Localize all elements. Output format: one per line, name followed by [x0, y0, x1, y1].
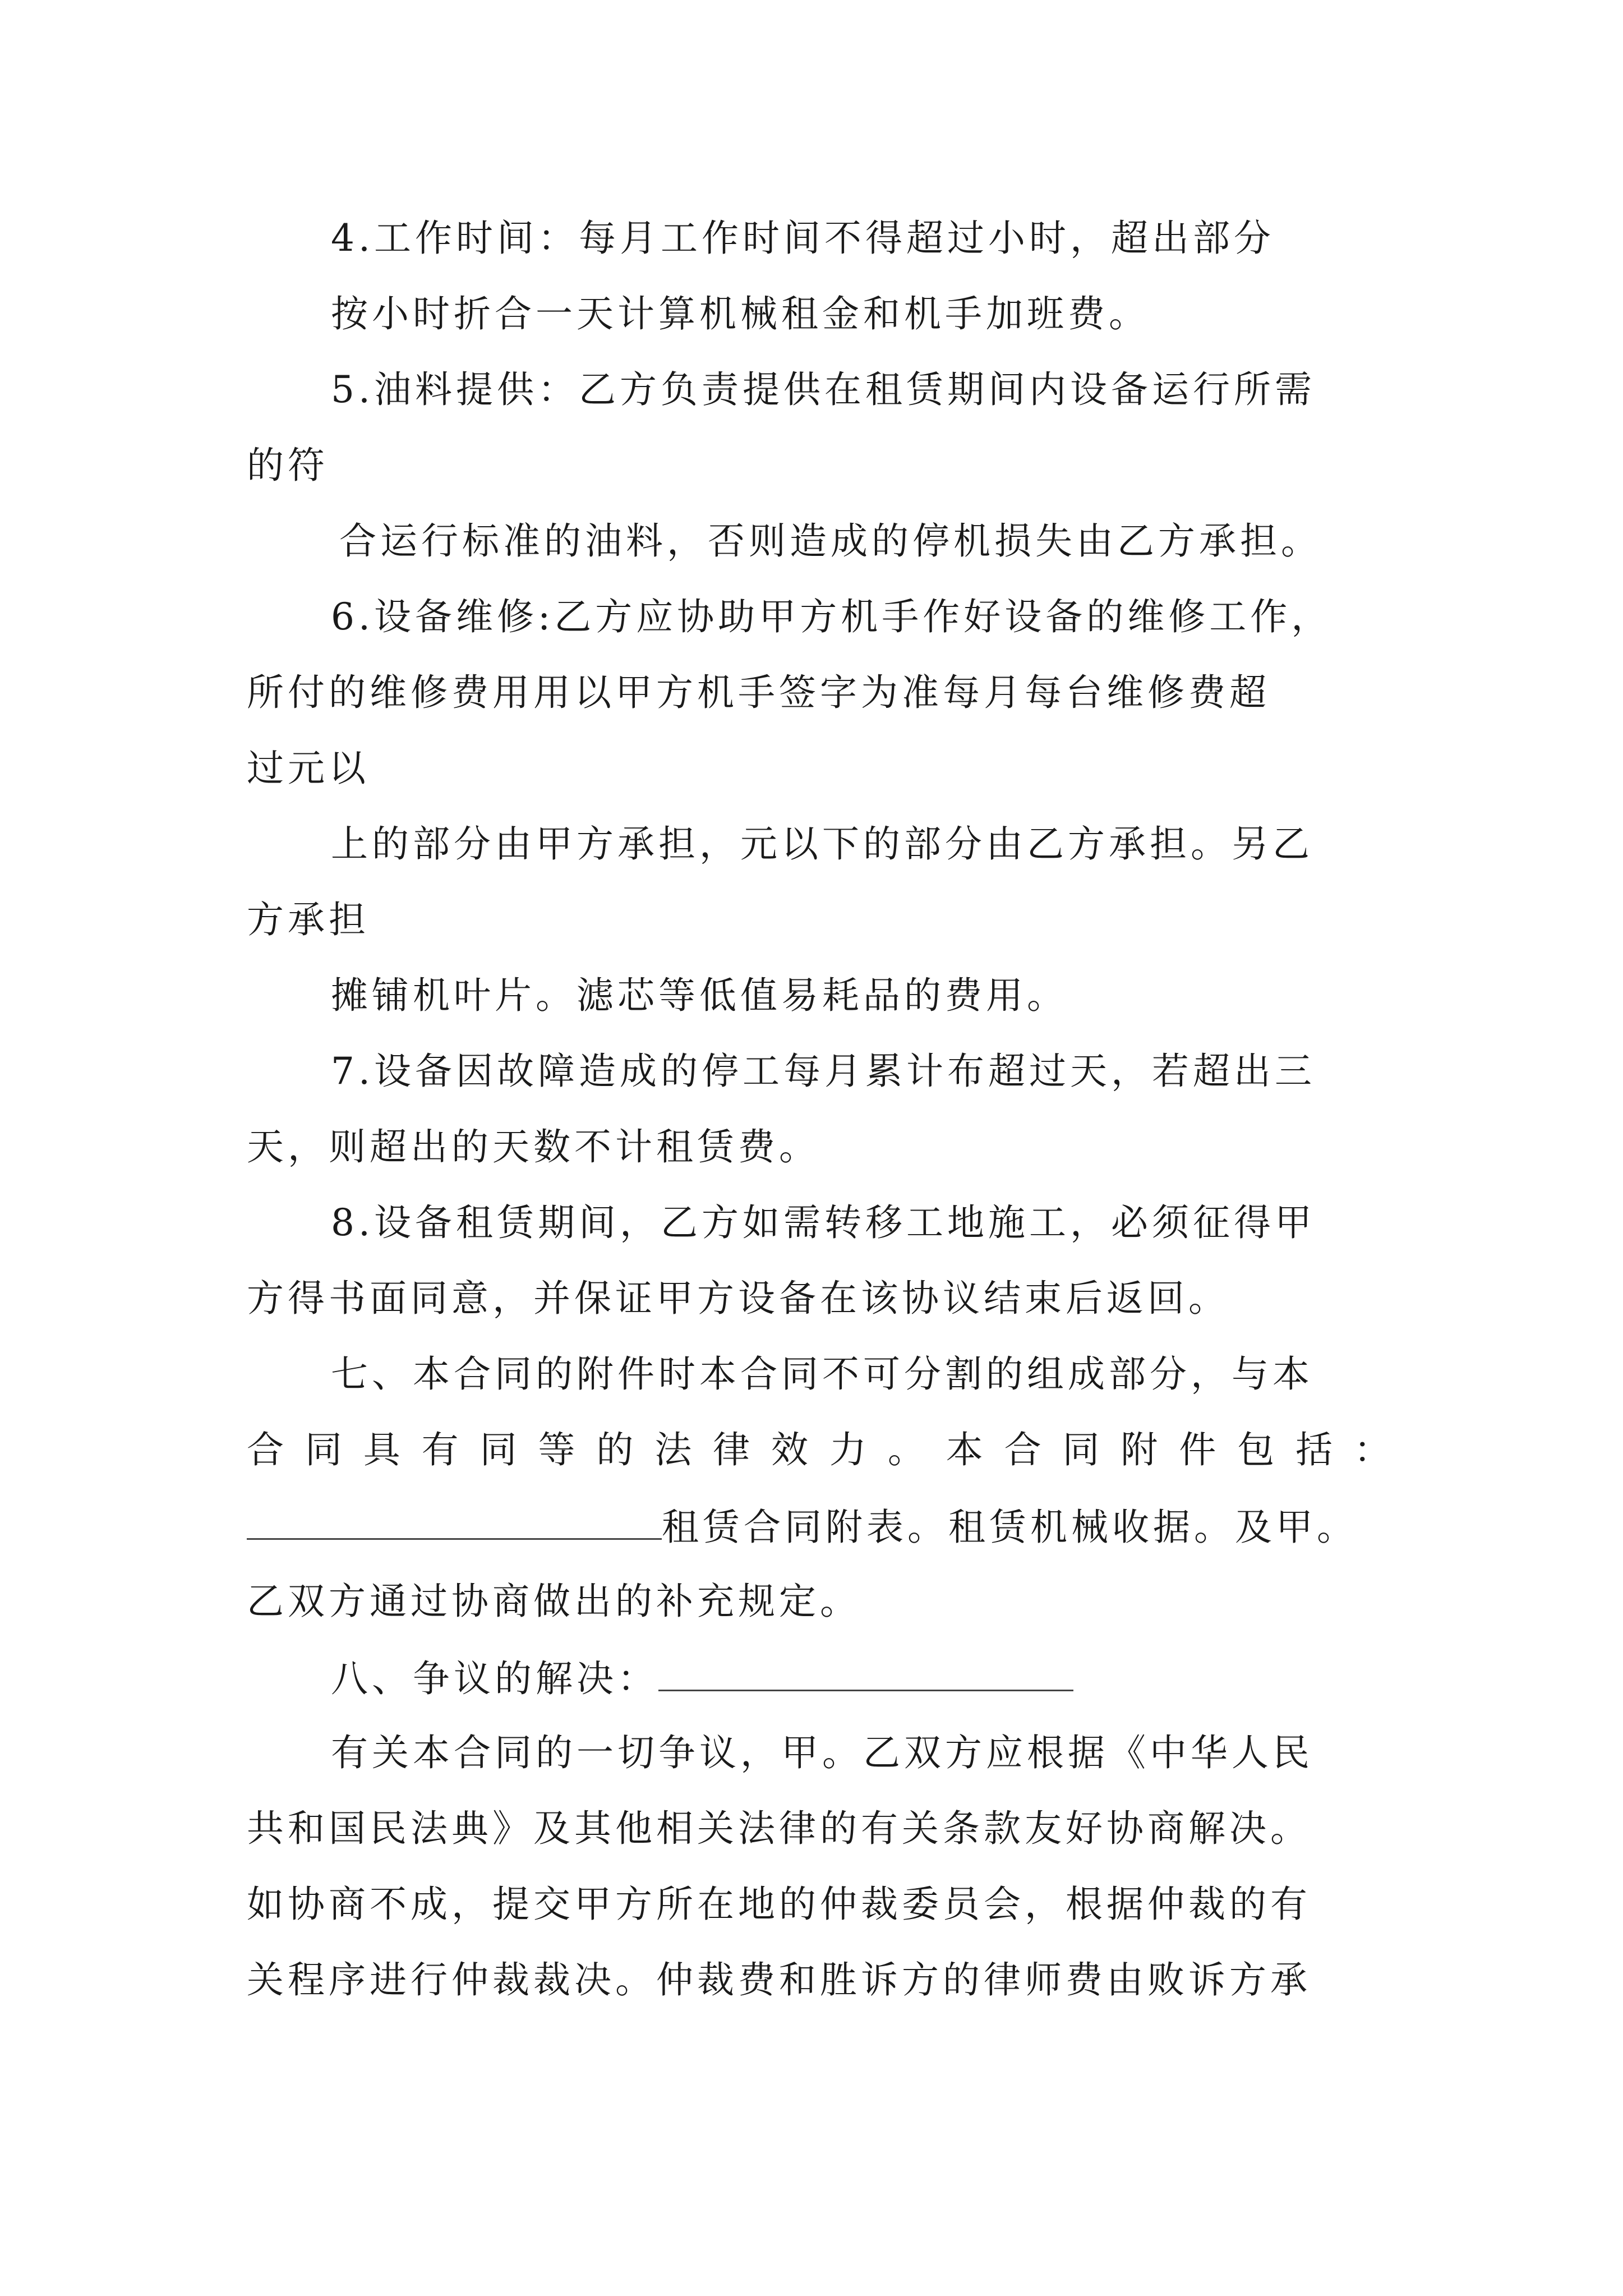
clause-6-line-4: 上的部分由甲方承担，元以下的部分由乙方承担。另乙 [331, 822, 1313, 866]
dispute-resolution-blank[interactable] [658, 1655, 1073, 1691]
clause-5-line-2: 的符 [247, 444, 329, 487]
attachment-blank[interactable] [247, 1503, 662, 1540]
clause-6-line-2: 所付的维修费用用以甲方机手签字为准每月每台维修费超 [247, 671, 1270, 714]
section-7-line-3 [247, 1503, 1391, 1548]
clause-4-line-1: 4.工作时间：每月工作时间不得超过小时，超出部分 [331, 217, 1275, 260]
section-8-heading-text: 八、争议的解决： [331, 1657, 658, 1700]
section-7-line-3-text: 租赁合同附表。租赁机械收据。及甲。 [662, 1506, 1358, 1549]
section-8-heading [331, 1655, 1391, 1700]
clause-4-line-2: 按小时折合一天计算机械租金和机手加班费。 [331, 292, 1150, 335]
section-7-line-2: 合同具有同等的法律效力。本合同附件包括： [247, 1428, 1391, 1471]
clause-8-line-2: 方得书面同意，并保证甲方设备在该协议结束后返回。 [247, 1277, 1229, 1320]
section-8-line-3: 如协商不成，提交甲方所在地的仲裁委员会，根据仲裁的有 [247, 1883, 1311, 1926]
clause-5-line-1: 5.油料提供：乙方负责提供在租赁期间内设备运行所需 [331, 368, 1316, 411]
section-8-line-2: 共和国民法典》及其他相关法律的有关条款友好协商解决。 [247, 1807, 1311, 1850]
clause-6-line-1: 6.设备维修:乙方应协助甲方机手作好设备的维修工作， [331, 595, 1332, 638]
clause-7-line-1: 7.设备因故障造成的停工每月累计布超过天，若超出三 [331, 1050, 1316, 1093]
clause-6-line-5: 方承担 [247, 898, 370, 941]
section-8-line-4: 关程序进行仲裁裁决。仲裁费和胜诉方的律师费由败诉方承 [247, 1958, 1311, 2001]
section-7-line-1: 七、本合同的附件时本合同不可分割的组成部分，与本 [331, 1352, 1313, 1396]
clause-6-line-3: 过元以 [247, 747, 370, 790]
section-8-line-1: 有关本合同的一切争议，甲。乙双方应根据《中华人民 [331, 1731, 1313, 1774]
clause-7-line-2: 天，则超出的天数不计租赁费。 [247, 1125, 820, 1168]
clause-6-line-6: 摊铺机叶片。滤芯等低值易耗品的费用。 [331, 974, 1068, 1017]
clause-5-line-3: 合运行标准的油料，否则造成的停机损失由乙方承担。 [339, 519, 1322, 563]
section-7-line-4: 乙双方通过协商做出的补充规定。 [247, 1580, 861, 1623]
clause-8-line-1: 8.设备租赁期间，乙方如需转移工地施工，必须征得甲 [331, 1201, 1316, 1244]
